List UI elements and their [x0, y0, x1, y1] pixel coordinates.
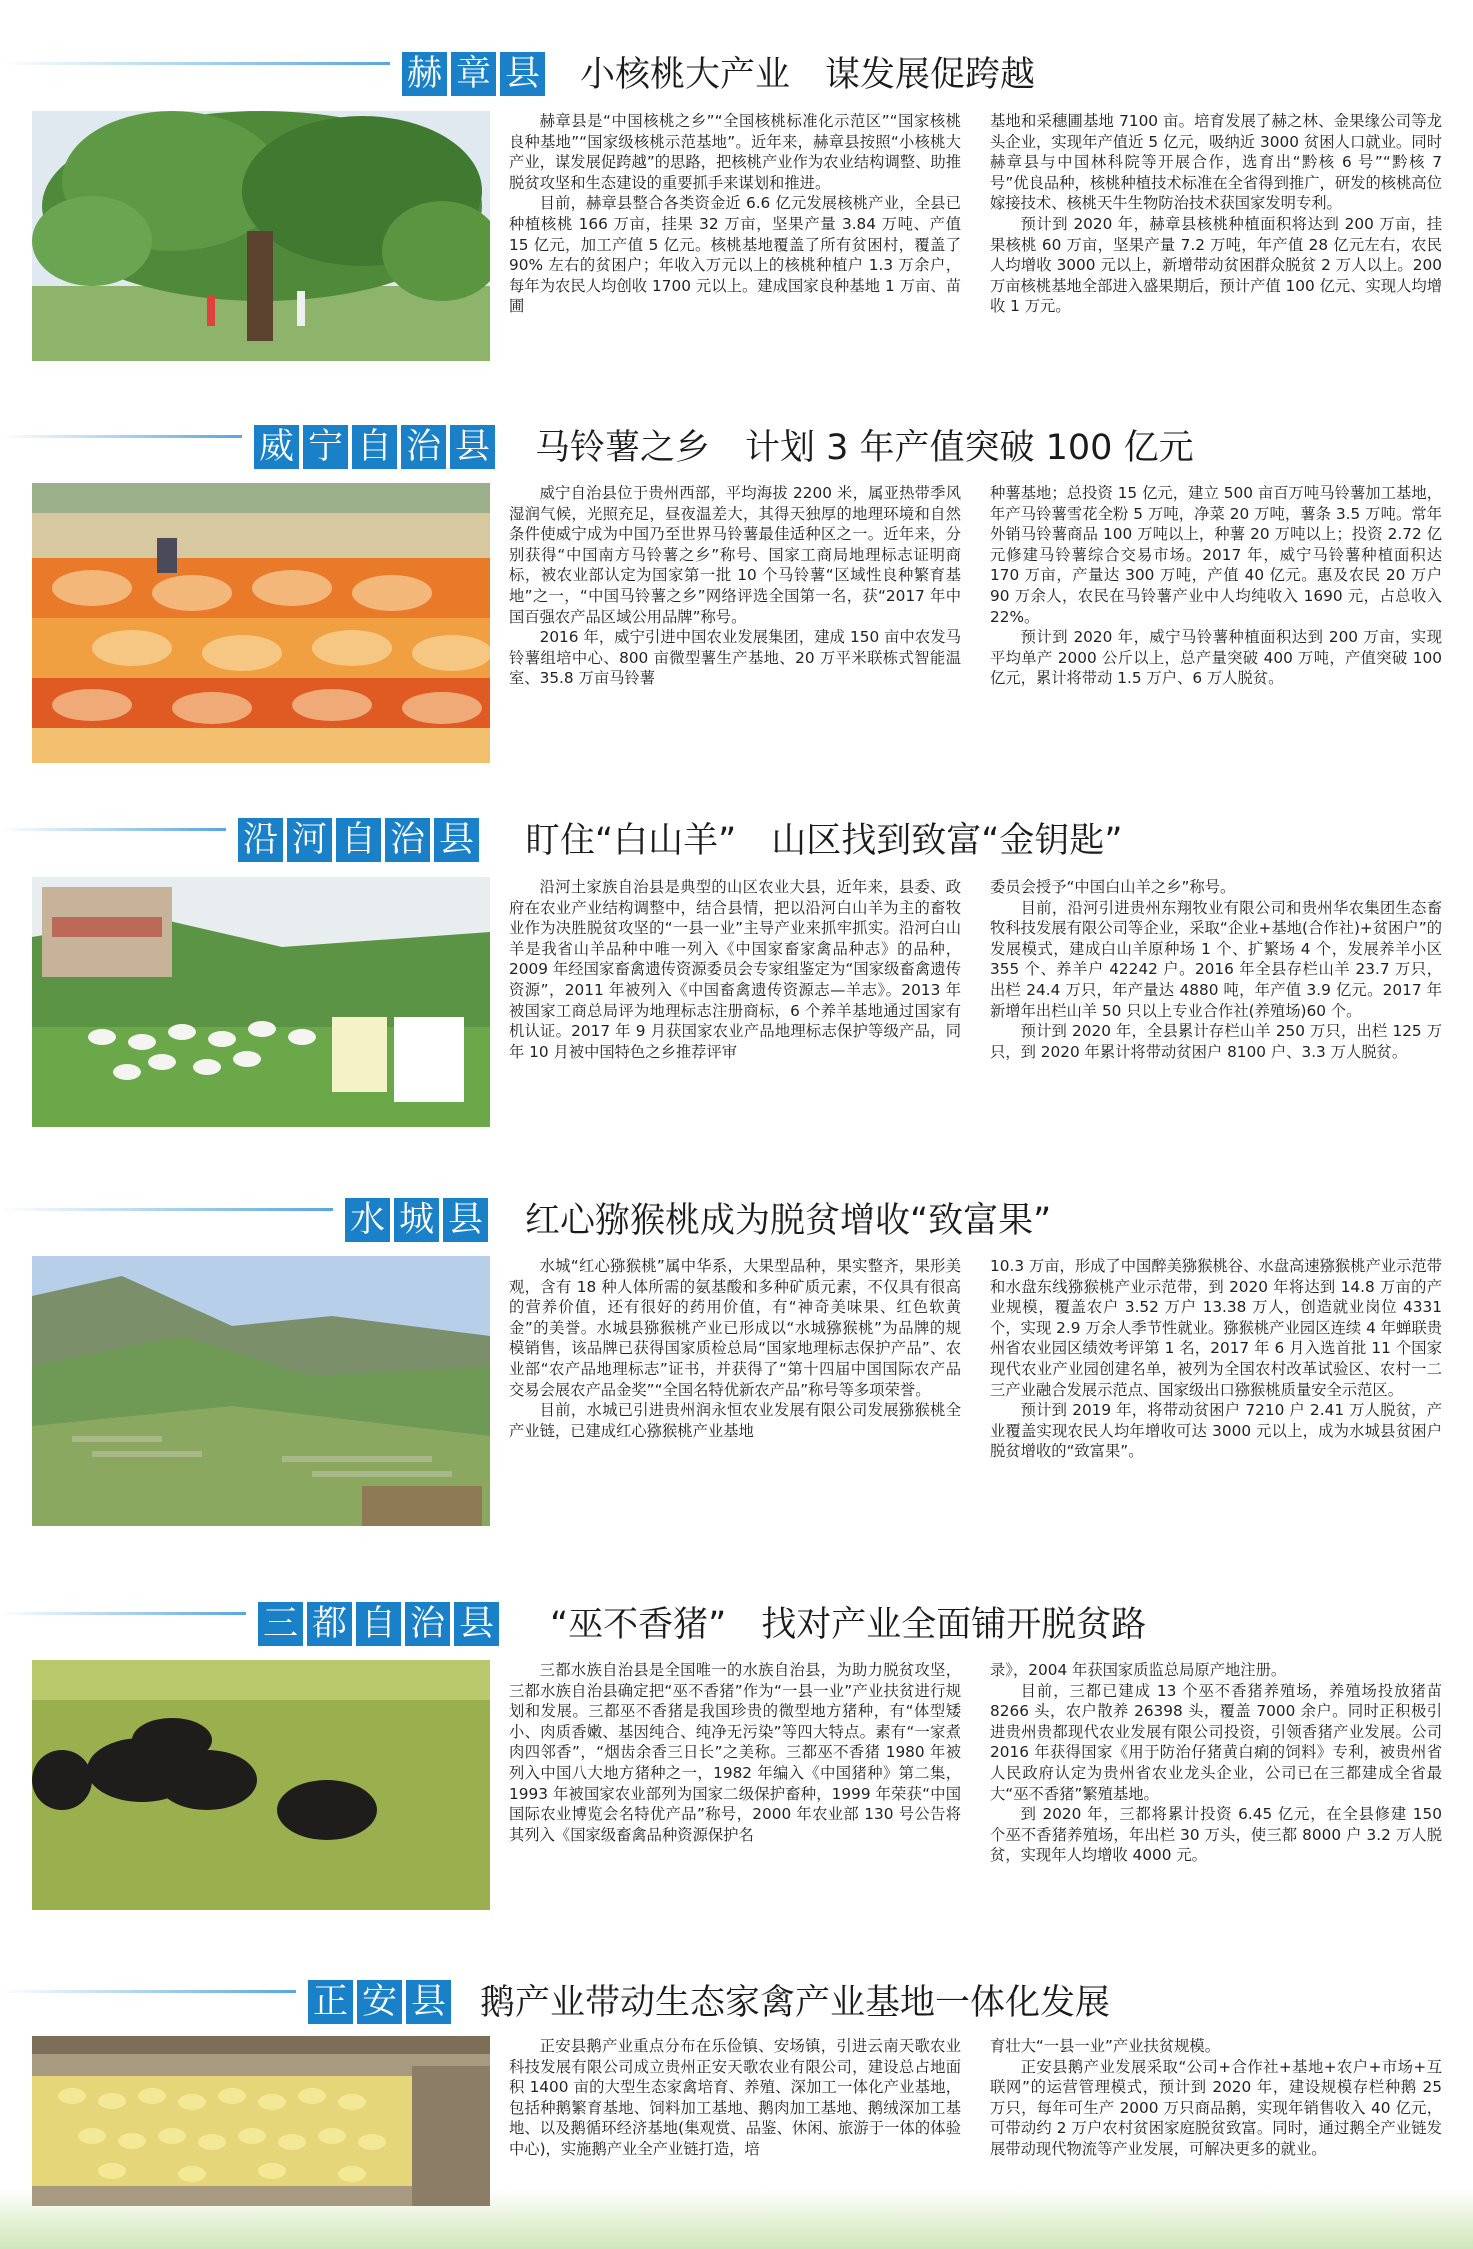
pig-photo — [32, 1660, 490, 1910]
paragraph: 沿河土家族自治县是典型的山区农业大县，近年来，县委、政府在农业产业结构调整中，结合县情，把以沿河白山羊为主的畜牧业作为决胜脱贫攻坚的“一县一业”主导产业来抓牢抓实。沿河白山羊是我省山羊品种中唯一列入《中国家畜家禽品种志》的品种，2009 年经国家畜禽遗传资源委员会专家组鉴定为“国家级畜禽遗传资源”，2011 年被列入《中国畜禽遗传资源志—羊志》。2013 年被国家工商总局评为地理标志注册商标，6 个养羊基地通过国家有机认证。2017 年 9 月获国家农业产品地理标志保护等级产品，同年 10 月被中国特色之乡推荐评审 — [509, 878, 961, 1061]
section-title: 盯住“白山羊” 山区找到致富“金钥匙” — [525, 821, 1123, 861]
header-rule — [0, 1990, 296, 1993]
county-name-char: 正 — [308, 1980, 353, 2024]
county-name-char: 治 — [405, 1602, 450, 1646]
county-name — [238, 818, 479, 862]
county-name-char: 宁 — [303, 425, 348, 469]
county-name-char: 治 — [401, 425, 446, 469]
header-rule — [0, 1612, 246, 1615]
county-name-char: 威 — [254, 425, 299, 469]
county-name — [402, 52, 545, 96]
paragraph: 目前，沿河引进贵州东翔牧业有限公司和贵州华农集团生态畜牧科技发展有限公司等企业，采取“企业+基地(合作社)+贫困户”的发展模式，建成白山羊原种场 1 个、扩繁场 4 个，发展养羊小区 355 个、养羊户 42242 户。2016 年全县存栏山羊 23.7 万只，出栏 24.4 万只，年产量达 4880 吨，年产值 3.9 亿元。2017 年新增年出栏山羊 50 只以上专业合作社(养殖场)60 个。 — [990, 898, 1442, 1020]
article-column-left — [509, 483, 961, 765]
paragraph: 正安县鹅产业发展采取“公司+合作社+基地+农户+市场+互联网”的运营管理模式，预计到 2020 年，建设规模存栏种鹅 25 万只，每年可生产 2000 万只商品鹅，实现年销售收入 40 亿元，可带动约 2 万户农村贫困家庭脱贫致富。同时，通过鹅全产业链发展带动现代物流等产业发展，可解决更多的就业。 — [990, 2057, 1442, 2158]
goose-photo — [32, 2036, 490, 2206]
county-name-char: 自 — [352, 425, 397, 469]
county-name-char: 章 — [451, 52, 496, 96]
header-rule — [0, 828, 226, 831]
kiwi-photo — [32, 1256, 490, 1526]
section-title: 马铃薯之乡 计划 3 年产值突破 100 亿元 — [535, 428, 1194, 468]
article-column-left — [509, 2036, 961, 2208]
article-column-left — [509, 111, 961, 363]
paragraph: 水城“红心猕猴桃”属中华系，大果型品种，果实整齐，果形美观，含有 18 种人体所需的氨基酸和多种矿质元素，不仅具有很高的营养价值，还有很好的药用价值，有“神奇美味果、红色软黄金”的美誉。水城县猕猴桃产业已形成以“水城猕猴桃”为品牌的规模销售，该品牌已获得国家质检总局“国家地理标志保护产品”、农业部“农产品地理标志”证书，并获得了“第十四届中国国际农产品交易会展农产品金奖”“全国名特优新农产品”称号等多项荣誉。 — [509, 1257, 961, 1399]
header-rule — [0, 435, 242, 438]
county-name-char: 沿 — [238, 818, 283, 862]
article-column-right — [990, 1660, 1442, 1912]
paragraph: 委员会授予“中国白山羊之乡”称号。 — [990, 878, 1236, 896]
header-rule — [0, 62, 390, 65]
paragraph: 种薯基地；总投资 15 亿元，建立 500 亩百万吨马铃薯加工基地，年产马铃薯雪花全粉 5 万吨，净菜 20 万吨，薯条 3.5 万吨。常年外销马铃薯商品 100 万吨以上，种薯 20 万吨以上；投资 2.72 亿元修建马铃薯综合交易市场。2017 年，威宁马铃薯种植面积达 170 万亩，产量达 300 万吨，产值 40 亿元。惠及农民 20 万户 90 万余人，农民在马铃薯产业中人均纯收入 1690 元，占总收入 22%。 — [990, 484, 1442, 626]
paragraph: 预计到 2019 年，将带动贫困户 7210 户 2.41 万人脱贫，产业覆盖实现农民人均年增收可达 3000 元以上，成为水城县贫困户脱贫增收的“致富果”。 — [990, 1401, 1442, 1461]
county-name-char: 县 — [450, 425, 495, 469]
section-header — [0, 1602, 1473, 1654]
section-title: “巫不香猪” 找对产业全面铺开脱贫路 — [550, 1605, 1147, 1645]
walnut-photo — [32, 111, 490, 361]
county-name — [308, 1980, 451, 2024]
county-name-char: 赫 — [402, 52, 447, 96]
paragraph: 预计到 2020 年，赫章县核桃种植面积将达到 200 万亩，挂果核桃 60 万亩，坚果产量 7.2 万吨，年产值 28 亿元左右，农民人均增收 3000 元以上，新增带动贫困群众脱贫 2 万人以上。200 万亩核桃基地全部进入盛果期后，预计产值 100 亿元、实现人均增收 1 万元。 — [990, 214, 1442, 316]
article-column-right — [990, 1256, 1442, 1528]
county-name-char: 县 — [454, 1602, 499, 1646]
article-column-right — [990, 483, 1442, 765]
potato-photo — [32, 483, 490, 763]
county-name-char: 自 — [356, 1602, 401, 1646]
section-header — [0, 425, 1473, 477]
article-column-right — [990, 877, 1442, 1129]
section-title: 小核桃大产业 谋发展促跨越 — [580, 55, 1036, 95]
county-name-char: 城 — [394, 1198, 439, 1242]
county-name — [258, 1602, 499, 1646]
section-title: 红心猕猴桃成为脱贫增收“致富果” — [525, 1201, 1052, 1241]
header-rule — [0, 1208, 333, 1211]
paragraph: 10.3 万亩，形成了中国醉美猕猴桃谷、水盘高速猕猴桃产业示范带和水盘东线猕猴桃产业示范带，到 2020 年将达到 14.8 万亩的产业规模，覆盖农户 3.52 万户 13.38 万人，创造就业岗位 4331 个，实现 2.9 万余人季节性就业。猕猴桃产业园区连续 4 年蝉联贵州省农业园区绩效考评第 1 名，2017 年 6 月入选首批 11 个国家现代农业产业园创建名单，被列为全国农村改革试验区、农村一二三产业融合发展示范点、国家级出口猕猴桃质量安全示范区。 — [990, 1257, 1442, 1399]
paragraph: 录》，2004 年获国家质监总局原产地注册。 — [990, 1661, 1287, 1679]
county-name-char: 河 — [287, 818, 332, 862]
section-header — [0, 1980, 1473, 2032]
section-title: 鹅产业带动生态家禽产业基地一体化发展 — [480, 1983, 1111, 2023]
county-name-char: 县 — [434, 818, 479, 862]
paragraph: 目前，水城已引进贵州润永恒农业发展有限公司发展猕猴桃全产业链，已建成红心猕猴桃产业基地 — [509, 1401, 961, 1440]
article-column-right — [990, 2036, 1442, 2208]
county-name-char: 县 — [500, 52, 545, 96]
section-header — [0, 818, 1473, 870]
paragraph: 三都水族自治县是全国唯一的水族自治县，为助力脱贫攻坚，三都水族自治县确定把“巫不香猪”作为“一县一业”产业扶贫进行规划和发展。三都巫不香猪是我国珍贵的微型地方猪种，有“体型矮小、肉质香嫩、基因纯合、纯净无污染”等四大特点。素有“一家煮肉四邻香”，“烟齿余香三日长”之美称。三都巫不香猪 1980 年被列入中国八大地方猪种之一，1982 年编入《中国猪种》第二集，1993 年被国家农业部列为国家二级保护畜种，1999 年荣获“中国国际农业博览会名特优产品”称号，2000 年农业部 130 号公告将其列入《国家级畜禽品种资源保护名 — [509, 1661, 961, 1844]
paragraph: 到 2020 年，三都将累计投资 6.45 亿元，在全县修建 150 个巫不香猪养殖场，年出栏 30 万头，使三都 8000 户 3.2 万人脱贫，实现年人均增收 4000 元。 — [990, 1805, 1442, 1865]
county-name-char: 安 — [357, 1980, 402, 2024]
county-name-char: 县 — [443, 1198, 488, 1242]
paragraph: 威宁自治县位于贵州西部，平均海拔 2200 米，属亚热带季风湿润气候，光照充足，昼夜温差大，其得天独厚的地理环境和自然条件使威宁成为中国乃至世界马铃薯最佳适种区之一。近年来，分别获得“中国南方马铃薯之乡”称号、国家工商局地理标志证明商标，被农业部认定为国家第一批 10 个马铃薯“区域性良种繁育基地”之一，“中国马铃薯之乡”网络评选全国第一名，获“2017 年中国百强农产品区域公用品牌”称号。 — [509, 484, 961, 626]
paragraph: 目前，赫章县整合各类资金近 6.6 亿元发展核桃产业，全县已种植核桃 166 万亩，挂果 32 万亩，坚果产量 3.84 万吨、产值 15 亿元，加工产值 5 亿元。核桃基地覆盖了所有贫困村，覆盖了 90% 左右的贫困户；年收入万元以上的核桃种植户 1.3 万余户，每年为农民人均创收 1700 元以上。建成国家良种基地 1 万亩、苗圃 — [509, 194, 961, 316]
county-name-char: 都 — [307, 1602, 352, 1646]
county-name-char: 县 — [406, 1980, 451, 2024]
goat-photo — [32, 877, 490, 1127]
county-name — [345, 1198, 488, 1242]
paragraph: 正安县鹅产业重点分布在乐俭镇、安场镇，引进云南天歌农业科技发展有限公司成立贵州正安天歌农业有限公司，建设总占地面积 1400 亩的大型生态家禽培育、养殖、深加工一体化产业基地，包括种鹅繁育基地、饲料加工基地、鹅肉加工基地、鹅绒深加工基地、以及鹅循环经济基地(集观赏、品鉴、休闲、旅游于一体的体验中心)，实施鹅产业全产业链打造，培 — [509, 2037, 961, 2158]
paragraph: 2016 年，威宁引进中国农业发展集团，建成 150 亩中农发马铃薯组培中心、800 亩微型薯生产基地、20 万平米联栋式智能温室、35.8 万亩马铃薯 — [509, 628, 961, 688]
county-name-char: 治 — [385, 818, 430, 862]
county-name-char: 自 — [336, 818, 381, 862]
paragraph: 赫章县是“中国核桃之乡”“全国核桃标准化示范区”“国家核桃良种基地”“国家级核桃示范基地”。近年来，赫章县按照“小核桃大产业，谋发展促跨越”的思路，把核桃产业作为农业结构调整、助推脱贫攻坚和生态建设的重要抓手来谋划和推进。 — [509, 112, 961, 192]
county-name — [254, 425, 495, 469]
article-column-right — [990, 111, 1442, 363]
paragraph: 目前，三都已建成 13 个巫不香猪养殖场，养殖场投放猪苗 8266 头，农户散养 26398 头，覆盖 7000 余户。同时正积极引进贵州贵都现代农业发展有限公司投资，引领香猪产业发展。公司 2016 年获得国家《用于防治仔猪黄白痢的饲料》专利，被贵州省人民政府认定为贵州省农业龙头企业，公司已在三都建成全省最大“巫不香猪”繁殖基地。 — [990, 1681, 1442, 1803]
paragraph: 预计到 2020 年，全县累计存栏山羊 250 万只，出栏 125 万只，到 2020 年累计将带动贫困户 8100 户、3.3 万人脱贫。 — [990, 1022, 1442, 1061]
article-column-left — [509, 1660, 961, 1912]
article-column-left — [509, 1256, 961, 1528]
paragraph: 预计到 2020 年，威宁马铃薯种植面积达到 200 万亩，实现平均单产 2000 公斤以上，总产量突破 400 万吨，产值突破 100 亿元，累计将带动 1.5 万户、6 万人脱贫。 — [990, 628, 1442, 688]
county-name-char: 水 — [345, 1198, 390, 1242]
paragraph: 基地和采穗圃基地 7100 亩。培育发展了赫之林、金果缘公司等龙头企业，实现年产值近 5 亿元，吸纳近 3000 贫困人口就业。同时赫章县与中国林科院等开展合作，选育出“黔核 6 号”“黔核 7 号”优良品种，核桃种植技术标准在全省得到推广，研发的核桃高位嫁接技术、核桃天牛生物防治技术获国家发明专利。 — [990, 112, 1442, 213]
section-header — [0, 52, 1473, 104]
county-name-char: 三 — [258, 1602, 303, 1646]
section-header — [0, 1198, 1473, 1250]
paragraph: 育壮大“一县一业”产业扶贫规模。 — [990, 2037, 1221, 2055]
article-column-left — [509, 877, 961, 1129]
